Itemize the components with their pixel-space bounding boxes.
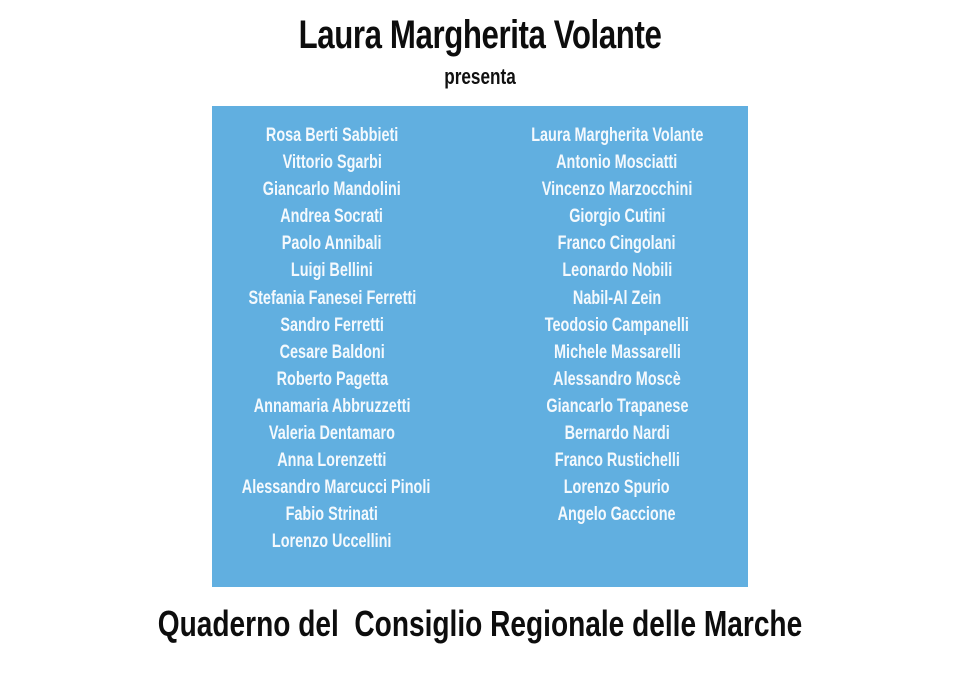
publication-footer: Quaderno del Consiglio Regionale delle Marche xyxy=(157,603,803,644)
author-name-text: Leonardo Nobili xyxy=(562,260,672,282)
author-name xyxy=(502,149,732,176)
author-name xyxy=(212,257,452,284)
author-name xyxy=(212,285,452,312)
author-name xyxy=(502,447,732,474)
author-name xyxy=(212,501,452,528)
author-name xyxy=(502,122,732,149)
author-name xyxy=(212,366,452,393)
author-name xyxy=(502,285,732,312)
author-name-text: Valeria Dentamaro xyxy=(268,423,396,445)
author-name xyxy=(212,447,452,474)
author-name-text: Nabil-Al Zein xyxy=(572,287,662,309)
author-name-text: Antonio Mosciatti xyxy=(556,152,678,174)
author-name xyxy=(502,230,732,257)
author-name xyxy=(502,257,732,284)
author-name xyxy=(212,312,452,339)
author-name-text: Giancarlo Trapanese xyxy=(545,395,689,417)
author-name-text: Laura Margherita Volante xyxy=(530,125,704,146)
page-title: Laura Margherita Volante xyxy=(298,13,662,57)
author-name-text: Angelo Gaccione xyxy=(558,504,676,526)
author-name-text: Sandro Ferretti xyxy=(280,314,384,336)
author-name xyxy=(212,420,452,447)
author-name-text: Franco Cingolani xyxy=(558,233,676,255)
author-name xyxy=(502,393,732,420)
author-name xyxy=(502,339,732,366)
author-name xyxy=(502,366,732,393)
author-name-text: Paolo Annibali xyxy=(282,233,382,255)
page-subtitle: presenta xyxy=(444,64,516,89)
author-name-text: Roberto Pagetta xyxy=(276,368,388,390)
author-name-text: Alessandro Moscè xyxy=(553,368,681,390)
author-name xyxy=(212,176,452,203)
author-name-text: Bernardo Nardi xyxy=(564,423,670,445)
author-name-text: Alessandro Marcucci Pinoli xyxy=(241,477,431,499)
author-name xyxy=(212,393,452,420)
author-name-text: Teodosio Campanelli xyxy=(544,314,690,336)
author-name xyxy=(212,230,452,257)
author-name-text: Vittorio Sgarbi xyxy=(282,152,382,174)
authors-panel xyxy=(212,106,748,587)
authors-left-column xyxy=(212,122,452,556)
author-name-text: Fabio Strinati xyxy=(285,504,379,526)
author-name-text: Anna Lorenzetti xyxy=(277,450,387,472)
author-name-text: Luigi Bellini xyxy=(291,260,373,282)
author-name xyxy=(502,420,732,447)
author-name xyxy=(502,312,732,339)
author-name xyxy=(502,203,732,230)
author-name-text: Giorgio Cutini xyxy=(568,206,666,228)
author-name xyxy=(502,474,732,501)
author-name xyxy=(212,122,452,149)
author-name-text: Vincenzo Marzocchini xyxy=(541,179,693,201)
author-name xyxy=(212,149,452,176)
author-name xyxy=(502,176,732,203)
author-name-text: Lorenzo Uccellini xyxy=(272,531,392,553)
author-name-text: Cesare Baldoni xyxy=(279,341,385,363)
author-name-text: Giancarlo Mandolini xyxy=(262,179,401,201)
author-name-text: Annamaria Abbruzzetti xyxy=(253,395,411,417)
author-name xyxy=(212,203,452,230)
author-name-text: Lorenzo Spurio xyxy=(564,477,670,499)
author-name-text: Michele Massarelli xyxy=(553,341,681,363)
author-name-text: Franco Rustichelli xyxy=(554,450,680,472)
authors-right-column xyxy=(502,122,732,528)
author-name-text: Andrea Socrati xyxy=(280,206,384,228)
author-name xyxy=(212,474,452,501)
author-name xyxy=(212,528,452,555)
author-name xyxy=(502,501,732,528)
author-name-text: Rosa Berti Sabbieti xyxy=(265,125,399,146)
author-name xyxy=(212,339,452,366)
author-name-text: Stefania Fanesei Ferretti xyxy=(248,287,416,309)
